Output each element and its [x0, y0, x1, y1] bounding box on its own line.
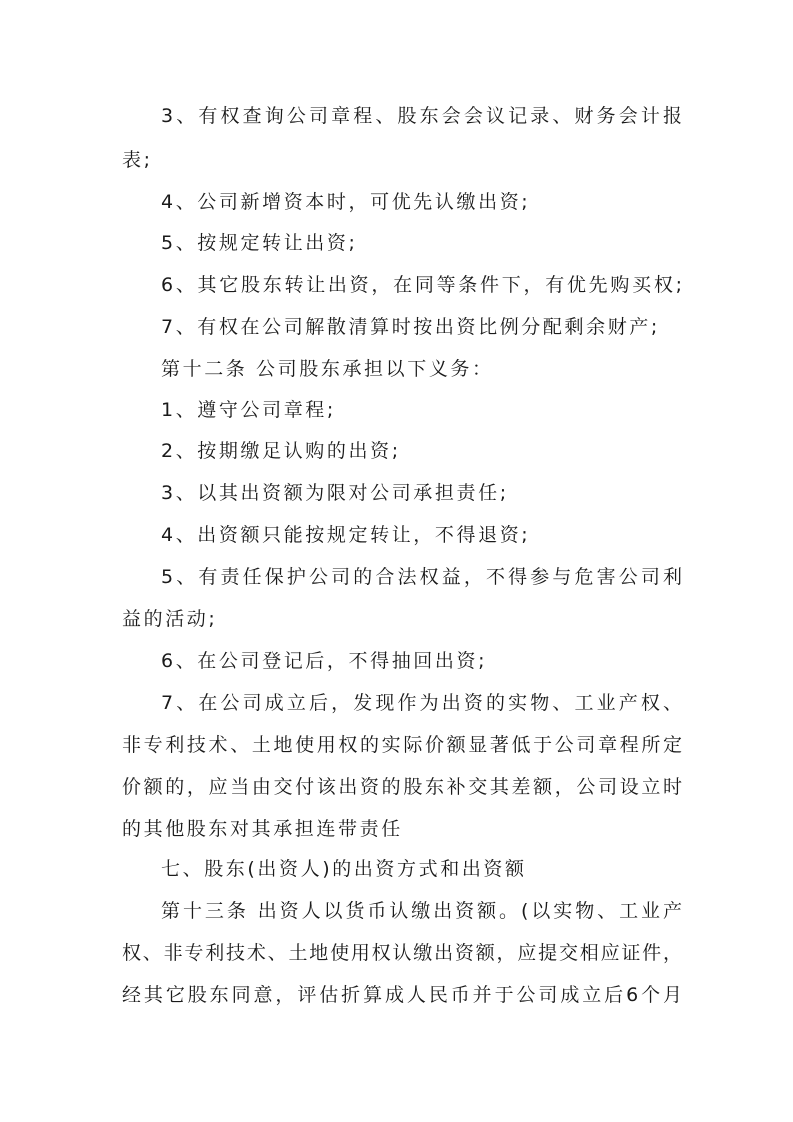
article-heading: 第十二条 公司股东承担以下义务： [161, 358, 494, 380]
text-line: 表; [122, 149, 153, 171]
text-line: 的其他股东对其承担连带责任 [122, 818, 403, 840]
text-line: 3、以其出资额为限对公司承担责任; [161, 482, 509, 504]
article-heading: 第十三条 出资人以货币认缴出资额。(以实物、工业产 [161, 900, 682, 922]
text-line: 6、在公司登记后，不得抽回出资; [161, 650, 488, 672]
text-line: 权、非专利技术、土地使用权认缴出资额，应提交相应证件， [122, 942, 682, 964]
text-line: 5、有责任保护公司的合法权益，不得参与危害公司利 [161, 566, 682, 588]
text-line: 5、按规定转让出资; [161, 232, 358, 254]
text-line: 价额的，应当由交付该出资的股东补交其差额，公司设立时 [122, 776, 682, 798]
text-line: 1、遵守公司章程; [161, 399, 336, 421]
text-line: 3、有权查询公司章程、股东会会议记录、财务会计报 [161, 105, 682, 127]
section-heading: 七、股东(出资人)的出资方式和出资额 [161, 858, 527, 880]
text-line: 4、出资额只能按规定转让，不得退资; [161, 524, 531, 546]
text-line: 益的活动; [122, 608, 218, 630]
text-line: 非专利技术、土地使用权的实际价额显著低于公司章程所定 [122, 734, 682, 756]
text-line: 6、其它股东转让出资，在同等条件下，有优先购买权; [161, 274, 682, 296]
text-line: 2、按期缴足认购的出资; [161, 440, 401, 462]
text-line: 7、在公司成立后，发现作为出资的实物、工业产权、 [161, 692, 682, 714]
text-line: 4、公司新增资本时，可优先认缴出资; [161, 191, 531, 213]
text-line: 7、有权在公司解散清算时按出资比例分配剩余财产; [161, 316, 660, 338]
text-line: 经其它股东同意，评估折算成人民币并于公司成立后6个月 [122, 984, 682, 1006]
